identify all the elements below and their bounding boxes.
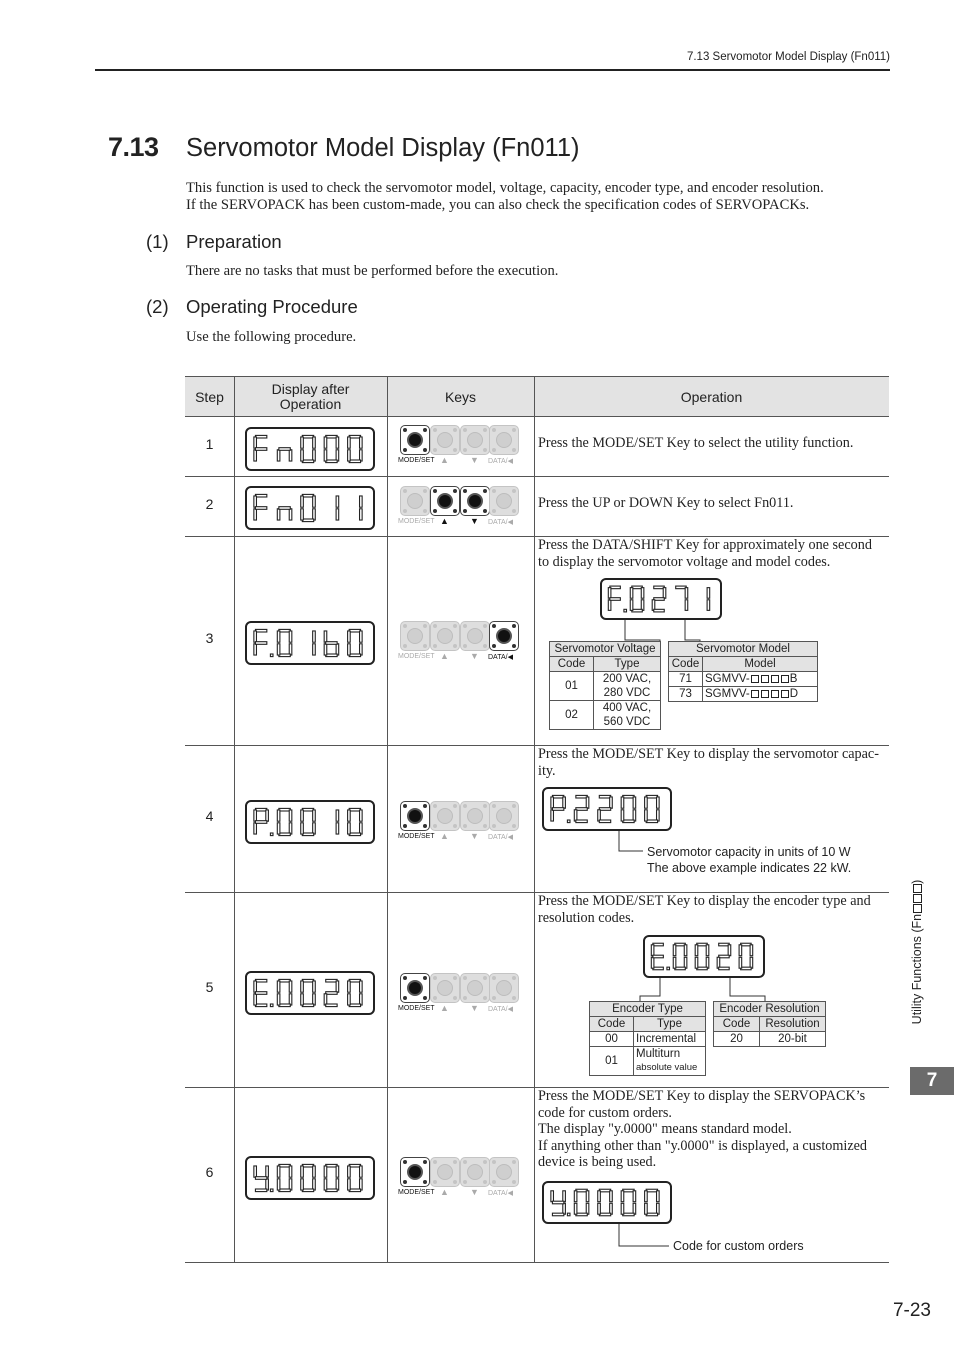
seven-segment-digit bbox=[695, 943, 709, 970]
up-key-icon bbox=[430, 486, 460, 516]
encoder-type-col-code: Code bbox=[590, 1017, 634, 1032]
seven-segment-digit bbox=[348, 979, 363, 1006]
down-key-label: ▼ bbox=[470, 1003, 479, 1013]
voltage-code: 01 bbox=[550, 672, 594, 701]
seven-segment-digit bbox=[608, 586, 626, 612]
up-key-icon bbox=[430, 973, 460, 1003]
seven-segment-digit bbox=[336, 810, 339, 834]
data-key-label: DATA/◀ bbox=[488, 1190, 513, 1197]
up-key-icon bbox=[430, 1157, 460, 1187]
mode-key-icon bbox=[400, 801, 430, 831]
operation-text bbox=[538, 1088, 886, 1171]
table-row bbox=[550, 701, 661, 730]
mode-key-label: MODE/SET bbox=[398, 1189, 435, 1196]
led-display bbox=[245, 971, 375, 1015]
seven-segment-digit bbox=[254, 1166, 273, 1192]
down-key-label: ▼ bbox=[470, 516, 479, 526]
down-key-icon bbox=[460, 1157, 490, 1187]
seven-segment-digit bbox=[301, 979, 316, 1006]
mode-key-icon bbox=[400, 425, 430, 455]
seven-segment-digit bbox=[651, 943, 669, 970]
seven-segment-digit bbox=[551, 795, 570, 822]
subsection-procedure bbox=[146, 296, 358, 318]
seven-segment-digit bbox=[324, 1164, 339, 1191]
table-row bbox=[714, 1032, 826, 1047]
row-divider bbox=[185, 476, 889, 477]
up-key-icon bbox=[430, 425, 460, 455]
table-row bbox=[590, 1047, 706, 1076]
table-header bbox=[185, 376, 889, 417]
subsection-title: Operating Procedure bbox=[186, 296, 358, 317]
seven-segment-digit bbox=[301, 808, 316, 835]
led-display bbox=[245, 486, 375, 530]
encoder-res-value: 20-bit bbox=[760, 1032, 826, 1047]
encoder-type-code: 00 bbox=[590, 1032, 634, 1047]
led-display bbox=[245, 1156, 375, 1200]
down-key-label: ▼ bbox=[470, 1187, 479, 1197]
encoder-type-title: Encoder Type bbox=[590, 1002, 706, 1017]
seven-segment-digit bbox=[254, 435, 267, 461]
seven-segment-digit bbox=[645, 1189, 660, 1216]
col-divider bbox=[234, 376, 235, 1263]
table-row bbox=[550, 672, 661, 701]
seven-segment-digit bbox=[254, 808, 273, 835]
example-led-display bbox=[542, 787, 672, 831]
callout-lines bbox=[625, 978, 785, 1003]
intro-line-2: If the SERVOPACK has been custom-made, you can also check the specification codes of SERVOPACKs. bbox=[186, 197, 810, 213]
seven-segment-digit bbox=[324, 631, 339, 657]
down-key-icon bbox=[460, 486, 490, 516]
data-key-icon bbox=[489, 425, 519, 455]
header-operation: Operation bbox=[680, 388, 743, 405]
procedure-text: Use the following procedure. bbox=[186, 329, 357, 345]
model-suffix: B bbox=[789, 673, 798, 685]
seven-segment-digit bbox=[324, 979, 339, 1006]
side-label-prefix: Utility Functions (Fn bbox=[910, 913, 924, 1025]
subsection-preparation bbox=[146, 231, 282, 253]
voltage-table-title: Servomotor Voltage bbox=[550, 642, 661, 657]
mode-key-label: MODE/SET bbox=[398, 457, 435, 464]
seven-segment-digit bbox=[277, 808, 292, 835]
table-row bbox=[669, 672, 818, 687]
operation-text: Press the MODE/SET Key to display the servomotor capac-ity. bbox=[538, 746, 879, 779]
seven-segment-digit bbox=[551, 1191, 570, 1216]
encoder-type-code: 01 bbox=[590, 1047, 634, 1076]
step-number: 3 bbox=[205, 630, 214, 646]
encoder-type-value: Multiturn bbox=[636, 1048, 681, 1060]
callout-line bbox=[613, 1224, 673, 1249]
down-key-icon bbox=[460, 973, 490, 1003]
callout-line bbox=[615, 831, 645, 856]
servomotor-model-table bbox=[668, 641, 818, 702]
table-row bbox=[590, 1032, 706, 1047]
seven-segment-digit bbox=[348, 435, 363, 462]
voltage-type: 200 VAC, bbox=[602, 673, 652, 685]
seven-segment-digit bbox=[598, 795, 613, 822]
data-key-icon bbox=[489, 973, 519, 1003]
model-suffix: D bbox=[789, 688, 799, 700]
down-key-icon bbox=[460, 801, 490, 831]
servomotor-voltage-table bbox=[549, 641, 661, 730]
mode-key-icon bbox=[400, 621, 430, 651]
chapter-tab: 7 bbox=[910, 1067, 954, 1095]
seven-segment-digit bbox=[574, 1189, 589, 1216]
seven-segment-digit bbox=[574, 795, 589, 822]
subsection-number: (2) bbox=[146, 296, 169, 317]
encoder-type-table bbox=[589, 1001, 706, 1076]
led-display bbox=[245, 621, 375, 665]
up-key-label: ▲ bbox=[440, 516, 449, 526]
capacity-note-1: Servomotor capacity in units of 10 W bbox=[647, 845, 851, 859]
seven-segment-digit bbox=[277, 507, 292, 520]
header-display: Display after Operation bbox=[271, 381, 350, 412]
model-col-model: Model bbox=[703, 657, 818, 672]
subsection-title: Preparation bbox=[186, 231, 282, 252]
seven-segment-digit bbox=[360, 496, 363, 520]
seven-segment-digit bbox=[673, 943, 687, 970]
voltage-col-type: Type bbox=[594, 657, 661, 672]
up-key-label: ▲ bbox=[440, 651, 449, 661]
data-key-label: DATA/◀ bbox=[488, 834, 513, 841]
seven-segment-digit bbox=[717, 943, 731, 970]
mode-key-icon bbox=[400, 486, 430, 516]
data-key-label: DATA/◀ bbox=[488, 654, 513, 661]
example-led-display bbox=[643, 935, 765, 978]
up-key-icon bbox=[430, 621, 460, 651]
intro-line-1: This function is used to check the servomotor model, voltage, capacity, encoder type, and encoder resolution. bbox=[186, 180, 824, 196]
mode-key-label: MODE/SET bbox=[398, 653, 435, 660]
mode-key-icon bbox=[400, 973, 430, 1003]
procedure-table bbox=[185, 376, 889, 1263]
encoder-res-col-res: Resolution bbox=[760, 1017, 826, 1032]
seven-segment-digit bbox=[676, 586, 688, 610]
operation-line: Press the MODE/SET Key to display the SERVOPACK’s code for custom orders. bbox=[538, 1088, 866, 1121]
step-number: 5 bbox=[205, 979, 214, 995]
operation-text: Press the MODE/SET Key to select the utility function. bbox=[538, 435, 854, 451]
chapter-side-label bbox=[910, 852, 924, 1052]
seven-segment-digit bbox=[739, 943, 753, 970]
seven-segment-digit bbox=[348, 808, 363, 835]
down-key-label: ▼ bbox=[470, 651, 479, 661]
operation-line: If anything other than "y.0000" is displayed, a customized device is being used. bbox=[538, 1137, 868, 1170]
model-code: 73 bbox=[669, 687, 703, 702]
seven-segment-digit bbox=[254, 629, 273, 656]
seven-segment-digit bbox=[348, 1164, 363, 1191]
seven-segment-digit bbox=[313, 631, 316, 655]
custom-order-note: Code for custom orders bbox=[673, 1239, 804, 1253]
voltage-type: 280 VDC bbox=[603, 687, 651, 699]
step-number: 2 bbox=[205, 496, 214, 512]
led-display bbox=[245, 427, 375, 471]
step-number: 4 bbox=[205, 808, 214, 824]
seven-segment-digit bbox=[277, 629, 292, 656]
data-key-label: DATA/◀ bbox=[488, 458, 513, 465]
col-divider bbox=[387, 376, 388, 1263]
seven-segment-digit bbox=[277, 448, 292, 461]
data-key-icon bbox=[489, 801, 519, 831]
voltage-type: 560 VDC bbox=[603, 716, 651, 728]
model-table-title: Servomotor Model bbox=[669, 642, 818, 657]
seven-segment-digit bbox=[630, 586, 644, 612]
voltage-type: 400 VAC, bbox=[602, 702, 652, 714]
encoder-res-code: 20 bbox=[714, 1032, 760, 1047]
encoder-resolution-table bbox=[713, 1001, 826, 1047]
model-col-code: Code bbox=[669, 657, 703, 672]
seven-segment-digit bbox=[324, 435, 339, 462]
down-key-icon bbox=[460, 425, 490, 455]
section-number: 7.13 bbox=[108, 132, 159, 162]
seven-segment-digit bbox=[598, 1189, 613, 1216]
mode-key-label: MODE/SET bbox=[398, 518, 435, 525]
seven-segment-digit bbox=[301, 435, 316, 462]
seven-segment-digit bbox=[301, 494, 316, 521]
data-key-icon bbox=[489, 486, 519, 516]
model-prefix: SGMVV- bbox=[705, 673, 750, 685]
up-key-icon bbox=[430, 801, 460, 831]
seven-segment-digit bbox=[277, 1164, 292, 1191]
seven-segment-digit bbox=[645, 795, 660, 822]
seven-segment-digit bbox=[254, 494, 267, 520]
up-key-label: ▲ bbox=[440, 455, 449, 465]
step-number: 6 bbox=[205, 1164, 214, 1180]
operation-text: Press the MODE/SET Key to display the encoder type and resolution codes. bbox=[538, 893, 871, 926]
header-rule bbox=[95, 69, 890, 71]
up-key-label: ▲ bbox=[440, 1003, 449, 1013]
seven-segment-digit bbox=[621, 795, 636, 822]
encoder-res-col-code: Code bbox=[714, 1017, 760, 1032]
step-number: 1 bbox=[205, 436, 214, 452]
mode-key-label: MODE/SET bbox=[398, 833, 435, 840]
mode-key-icon bbox=[400, 1157, 430, 1187]
capacity-note-2: The above example indicates 22 kW. bbox=[647, 861, 852, 875]
table-row bbox=[669, 687, 818, 702]
header-keys: Keys bbox=[444, 388, 477, 405]
seven-segment-digit bbox=[348, 629, 363, 656]
seven-segment-digit bbox=[621, 1189, 636, 1216]
down-key-label: ▼ bbox=[470, 455, 479, 465]
encoder-res-title: Encoder Resolution bbox=[714, 1002, 826, 1017]
seven-segment-digit bbox=[301, 1164, 316, 1191]
col-divider bbox=[534, 376, 535, 1263]
seven-segment-digit bbox=[277, 979, 292, 1006]
mode-key-label: MODE/SET bbox=[398, 1005, 435, 1012]
page-number: 7-23 bbox=[892, 1300, 931, 1321]
seven-segment-digit bbox=[707, 588, 710, 611]
preparation-text: There are no tasks that must be performed before the execution. bbox=[186, 263, 559, 279]
up-key-label: ▲ bbox=[440, 831, 449, 841]
side-label-suffix: ) bbox=[910, 879, 924, 884]
example-led-display bbox=[600, 578, 722, 620]
led-display bbox=[245, 800, 375, 844]
header-step: Step bbox=[195, 388, 224, 405]
data-key-label: DATA/◀ bbox=[488, 1006, 513, 1013]
seven-segment-digit bbox=[652, 586, 666, 612]
running-header: 7.13 Servomotor Model Display (Fn011) bbox=[686, 51, 890, 63]
voltage-col-code: Code bbox=[550, 657, 594, 672]
data-key-icon bbox=[489, 621, 519, 651]
operation-line: The display "y.0000" means standard model. bbox=[538, 1121, 792, 1137]
down-key-icon bbox=[460, 621, 490, 651]
section-title: Servomotor Model Display (Fn011) bbox=[186, 134, 580, 162]
encoder-type-value: Incremental bbox=[634, 1032, 706, 1047]
encoder-type-value: absolute value bbox=[636, 1062, 698, 1073]
up-key-label: ▲ bbox=[440, 1187, 449, 1197]
model-code: 71 bbox=[669, 672, 703, 687]
example-led-display bbox=[542, 1181, 672, 1224]
voltage-code: 02 bbox=[550, 701, 594, 730]
operation-text: Press the UP or DOWN Key to select Fn011. bbox=[538, 495, 794, 511]
data-key-label: DATA/◀ bbox=[488, 519, 513, 526]
encoder-type-col-type: Type bbox=[634, 1017, 706, 1032]
down-key-label: ▼ bbox=[470, 831, 479, 841]
seven-segment-digit bbox=[336, 496, 339, 520]
operation-text: Press the DATA/SHIFT Key for approximately one second to display the servomotor voltage and model codes. bbox=[538, 537, 872, 570]
subsection-number: (1) bbox=[146, 231, 169, 252]
model-prefix: SGMVV- bbox=[705, 688, 750, 700]
seven-segment-digit bbox=[254, 979, 273, 1006]
data-key-icon bbox=[489, 1157, 519, 1187]
